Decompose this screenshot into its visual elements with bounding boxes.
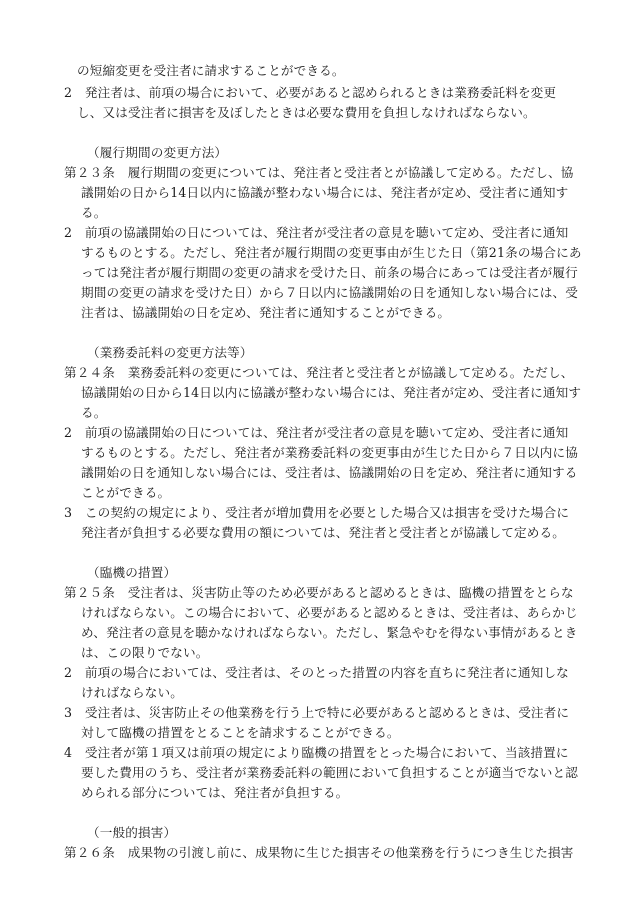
body-line: し、又は受注者に損害を及ぼしたときは必要な費用を負担しなければならない。 <box>77 105 536 120</box>
paragraph-line: 2 前項の場合においては、受注者は、そのとった措置の内容を直ちに発注者に通知しな <box>64 665 569 680</box>
body-line: められる部分については、発注者が負担する。 <box>81 785 349 800</box>
body-line: は、この限りでない。 <box>81 645 209 660</box>
body-line: するものとする。ただし、発注者が履行期間の変更事由が生じた日（第21条の場合にあ <box>81 245 582 260</box>
body-line: 協議開始の日から14日以内に協議が整わない場合には、発注者が定め、受注者に通知す <box>81 385 582 400</box>
body-line: するものとする。ただし、発注者が業務委託料の変更事由が生じた日から７日以内に協 <box>81 445 579 460</box>
section-heading: （臨機の措置） <box>87 565 177 580</box>
paragraph-line: 2 発注者は、前項の場合において、必要があると認められるときは業務委託料を変更 <box>64 85 557 100</box>
body-line: 発注者が負担する必要な費用の額については、発注者と受注者とが協議して定める。 <box>81 525 566 540</box>
body-line: 議開始の日を通知しない場合には、受注者は、協議開始の日を定め、発注者に通知する <box>81 465 578 480</box>
body-line: る。 <box>81 205 107 220</box>
paragraph-line: 3 この契約の規定により、受注者が増加費用を必要とした場合又は損害を受けた場合に <box>64 505 570 520</box>
article-line: 第２４条 業務委託料の変更については、発注者と受注者とが協議して定める。ただし、 <box>64 365 574 380</box>
body-line: ければならない。 <box>81 685 183 700</box>
body-line: ければならない。この場合において、必要があると認めるときは、受注者は、あらかじ <box>81 605 578 620</box>
article-line: 第２３条 履行期間の変更については、発注者と受注者とが協議して定める。ただし、協 <box>64 165 574 180</box>
paragraph-line: 2 前項の協議開始の日については、発注者が受注者の意見を聴いて定め、受注者に通知 <box>64 225 569 240</box>
article-line: 第２６条 成果物の引渡し前に、成果物に生じた損害その他業務を行うにつき生じた損害 <box>64 845 574 860</box>
body-line: る。 <box>81 405 107 420</box>
section-heading: （履行期間の変更方法） <box>87 145 228 160</box>
paragraph-line: 2 前項の協議開始の日については、発注者が受注者の意見を聴いて定め、受注者に通知 <box>64 425 569 440</box>
paragraph-line: 3 受注者は、災害防止その他業務を行う上で特に必要があると認めるときは、受注者に <box>64 705 570 720</box>
body-line: っては発注者が履行期間の変更の請求を受けた日、前条の場合にあっては受注者が履行 <box>81 265 578 280</box>
body-line: の短縮変更を受注者に請求することができる。 <box>77 63 345 78</box>
body-line: め、発注者の意見を聴かなければならない。ただし、緊急やむを得ない事情があるとき <box>81 625 578 640</box>
body-line: 期間の変更の請求を受けた日）から７日以内に協議開始の日を通知しない場合には、受 <box>81 285 579 300</box>
paragraph-line: 4 受注者が第１項又は前項の規定により臨機の措置をとった場合において、当該措置に <box>64 745 569 760</box>
article-line: 第２５条 受注者は、災害防止等のため必要があると認めるときは、臨機の措置をとらな <box>64 585 574 600</box>
body-line: 議開始の日から14日以内に協議が整わない場合には、発注者が定め、受注者に通知す <box>81 185 569 200</box>
body-line: 要した費用のうち、受注者が業務委託料の範囲において負担することが適当でないと認 <box>81 765 579 780</box>
section-heading: （一般的損害） <box>87 825 177 840</box>
body-line: ことができる。 <box>81 485 171 500</box>
body-line: 注者は、協議開始の日を定め、発注者に通知することができる。 <box>81 305 451 320</box>
section-heading: （業務委託料の変更方法等） <box>87 345 253 360</box>
body-line: 対して臨機の措置をとることを請求することができる。 <box>81 725 400 740</box>
